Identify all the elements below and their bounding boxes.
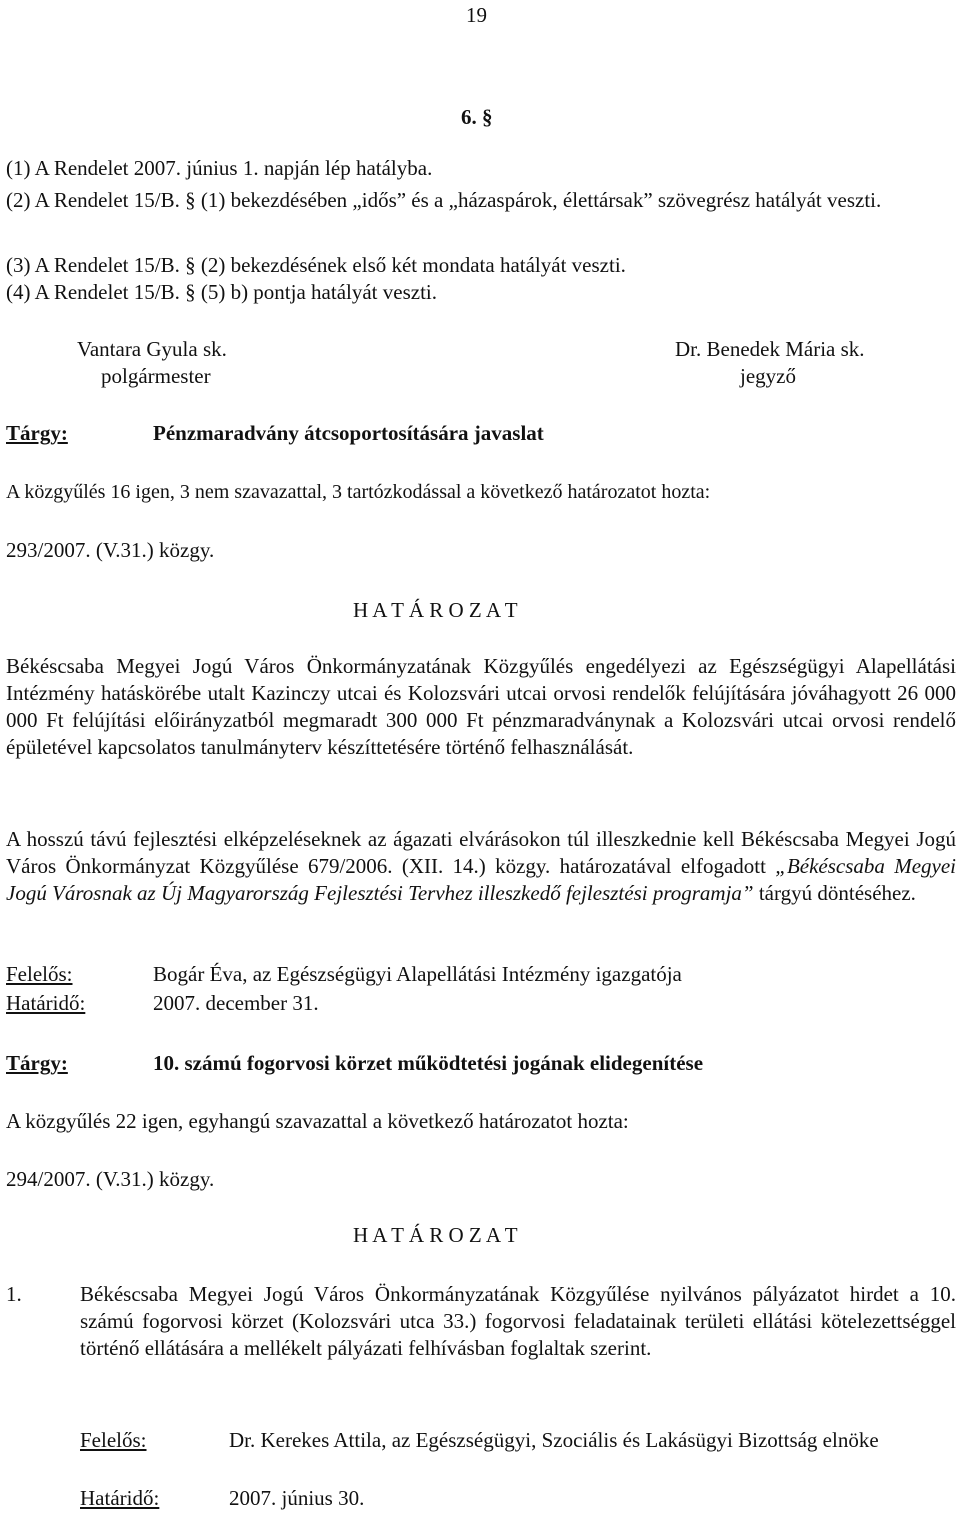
item1-body2-start: A hosszú távú fejlesztési elképzeléseknek az ágazati elvárásokon túl illeszkednie kell Békéscsaba Megyei Jogú Város Önkormányzat Közgyűlése 679/2006. (XII. 14.) közgy. határozatával elfogadott <box>6 827 956 878</box>
signature-right-name: Dr. Benedek Mária sk. <box>675 337 865 361</box>
amendment-3 <box>6 252 626 279</box>
section-heading <box>461 104 493 131</box>
section-symbol: § <box>482 105 493 129</box>
item1-resolution-body-2 <box>6 826 956 907</box>
item2-responsible-label: Felelős: <box>80 1428 147 1452</box>
item1-deadline-label: Határidő: <box>6 991 86 1015</box>
amendment-1-text: A Rendelet 2007. június 1. napján lép hatályba. <box>30 156 433 180</box>
item1-deadline: 2007. december 31. <box>153 991 319 1015</box>
amendment-4 <box>6 279 437 306</box>
item2-point-text: Békéscsaba Megyei Jogú Város Önkormányzatának Közgyűlése nyilvános pályázatot hirdet a 10. számú fogorvosi körzet (Kolozsvári utca 33.) fogorvosi feladatainak területi ellátási kötelezettséggel történő ellátására a mellékelt pályázati felhívásban foglaltak szerint. <box>80 1282 956 1360</box>
amendment-3-text: A Rendelet 15/B. § (2) bekezdésének első két mondata hatályát veszti. <box>30 253 626 277</box>
item1-resolution-number: 293/2007. (V.31.) közgy. <box>6 538 215 562</box>
amendment-4-number: (4) <box>6 280 31 304</box>
page-number: 19 <box>466 3 487 27</box>
item2-vote: A közgyűlés 22 igen, egyhangú szavazattal a következő határozatot hozta: <box>6 1109 629 1133</box>
signature-right-title: jegyző <box>740 364 796 388</box>
item1-subject: Pénzmaradvány átcsoportosítására javaslat <box>153 421 544 445</box>
item2-resolution-number: 294/2007. (V.31.) közgy. <box>6 1167 215 1191</box>
item2-deadline: 2007. június 30. <box>229 1486 365 1510</box>
item1-program-title: „Békéscsaba Megyei Jogú Városnak az Új Magyarország Fejlesztési Tervhez illeszkedő fejlesztési programja” <box>6 854 956 905</box>
item1-responsible-label: Felelős: <box>6 962 73 986</box>
item1-resolution-heading: H A T Á R O Z A T <box>353 598 518 622</box>
amendment-2-number: (2) <box>6 188 31 212</box>
item2-point-number: 1. <box>6 1282 22 1306</box>
item1-vote: A közgyűlés 16 igen, 3 nem szavazattal, 3 tartózkodással a következő határozatot hozta: <box>6 481 711 503</box>
amendment-3-number: (3) <box>6 253 31 277</box>
item2-resolution-heading: H A T Á R O Z A T <box>353 1223 518 1247</box>
item1-resolution-body: Békéscsaba Megyei Jogú Város Önkormányzatának Közgyűlés engedélyezi az Egészségügyi Alapellátási Intézmény hatáskörébe utalt Kazinczy utcai és Kolozsvári utcai orvosi rendelők felújítására jóváhagyott 26 000 000 Ft felújítási előirányzatból megmaradt 300 000 Ft pénzmaradványnak a Kolozsvári utcai orvosi rendelő épületével kapcsolatos tanulmányterv készíttetésére történő felhasználását. <box>6 654 956 759</box>
section-number: 6. <box>461 105 477 129</box>
item1-subject-label: Tárgy: <box>6 421 68 445</box>
item2-deadline-label: Határidő: <box>80 1486 160 1510</box>
item2-subject-label: Tárgy: <box>6 1051 68 1075</box>
signature-left-name: Vantara Gyula sk. <box>77 337 227 361</box>
amendment-4-text: A Rendelet 15/B. § (5) b) pontja hatályát veszti. <box>30 280 437 304</box>
amendment-1 <box>6 155 432 182</box>
item1-body2-end: tárgyú döntéséhez. <box>753 881 916 905</box>
item2-responsible: Dr. Kerekes Attila, az Egészségügyi, Szociális és Lakásügyi Bizottság elnöke <box>229 1428 879 1452</box>
item2-subject: 10. számú fogorvosi körzet működtetési jogának elidegenítése <box>153 1051 704 1075</box>
amendment-1-number: (1) <box>6 156 31 180</box>
signature-left-title: polgármester <box>101 364 211 388</box>
amendment-2-text: A Rendelet 15/B. § (1) bekezdésében „idős” és a „házaspárok, élettársak” szövegrész hatályát veszti. <box>30 188 882 212</box>
amendment-2 <box>6 187 956 214</box>
item1-responsible: Bogár Éva, az Egészségügyi Alapellátási Intézmény igazgatója <box>153 962 682 986</box>
